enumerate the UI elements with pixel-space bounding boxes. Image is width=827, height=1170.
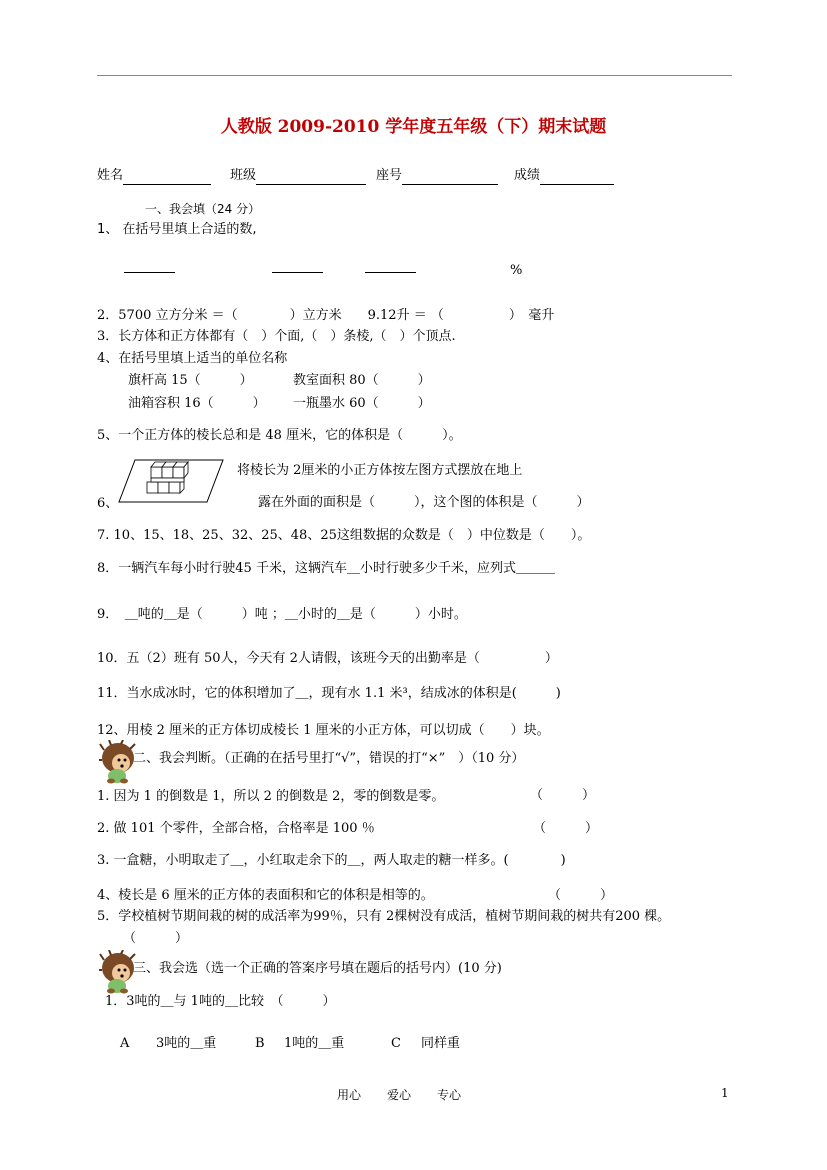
seat-field (376, 167, 498, 185)
s1-q8: 8．一辆汽车每小时行驶45 千米，这辆汽车＿小时行驶多少千米，应列式＿＿＿ (97, 561, 555, 576)
name-blank[interactable] (123, 170, 211, 185)
s3-opt-a-letter: A (120, 1036, 130, 1051)
s1-q4: 4、在括号里填上适当的单位名称 (97, 351, 288, 366)
s1-q4-c: 油箱容积 16（ ） (128, 396, 266, 411)
footer-text-1: 用心 (337, 1088, 362, 1102)
s1-q4-b: 教室面积 80（ ） (293, 373, 431, 388)
class-field (230, 167, 366, 185)
page-number: 1 (721, 1086, 729, 1100)
s1-q12: 12、用棱 2 厘米的正方体切成棱长 1 厘米的小正方体，可以切成（ ）块。 (97, 723, 550, 738)
class-label: 班级 (230, 168, 257, 183)
s2-q1-paren[interactable]: （ ） (530, 788, 596, 803)
s3-opt-a: 3吨的＿重 (156, 1036, 217, 1051)
name-label: 姓名 (97, 168, 124, 183)
s2-q3: 3. 一盒糖，小明取走了＿，小红取走余下的＿，两人取走的糖一样多。( ) (97, 853, 566, 868)
s3-opt-c: 同样重 (421, 1036, 461, 1051)
s1-q11: 11．当水成冰时，它的体积增加了＿，现有水 1.1 米³，结成冰的体积是( ) (97, 686, 561, 701)
s1-q7: 7. 10、15、18、25、32、25、48、25这组数据的众数是（ ）中位数是（ ）。 (97, 528, 591, 543)
q1-blank-3[interactable] (365, 272, 416, 273)
header-rule (97, 75, 732, 76)
s2-q1: 1. 因为 1 的倒数是 1，所以 2 的倒数是 2，零的倒数是零。 (97, 789, 445, 804)
s3-opt-b-letter: B (255, 1036, 265, 1051)
section2-header: 二、我会判断。（正确的在括号里打“√”，错误的打“×” ）（10 分） (133, 751, 525, 766)
s1-q5: 5、一个正方体的棱长总和是 48 厘米，它的体积是（ ）。 (97, 428, 462, 443)
cube-stack-figure (117, 456, 230, 506)
seat-blank[interactable] (402, 170, 498, 185)
hedgehog-icon (99, 950, 137, 994)
s1-q6-line1: 将棱长为 2厘米的小正方体按左图方式摆放在地上 (237, 463, 523, 478)
name-field (97, 167, 211, 185)
s3-opt-c-letter: C (391, 1036, 401, 1051)
s1-q10: 10．五（2）班有 50人，今天有 2人请假，该班今天的出勤率是（ ） (97, 651, 558, 666)
section3-header: 三、我会选（选一个正确的答案序号填在题后的括号内）(10 分) (133, 961, 502, 976)
s1-q9: 9． ＿吨的＿是（ ）吨 ；＿小时的＿是（ ）小时。 (97, 607, 467, 622)
s1-q6-num: 6、 (97, 496, 119, 511)
s1-q3: 3．长方体和正方体都有（ ）个面,（ ）条棱,（ ）个顶点. (97, 329, 456, 344)
s2-q5-paren[interactable]: （ ） (123, 931, 189, 946)
s1-q4-a: 旗杆高 15（ ） (128, 373, 253, 388)
footer-text-2: 爱心 (387, 1088, 412, 1102)
s2-q4: 4、棱长是 6 厘米的正方体的表面积和它的体积是相等的。 (97, 888, 434, 903)
s1-q2: 2．5700 立方分米 ＝（ ）立方米 9.12升 ＝ （ ） 毫升 (97, 308, 555, 323)
s3-q1: 1．3吨的＿与 1吨的＿比较 （ ） (105, 994, 336, 1009)
s2-q2-paren[interactable]: （ ） (533, 821, 599, 836)
s1-q1: 1、 在括号里填上合适的数, (97, 222, 257, 237)
s1-q4-d: 一瓶墨水 60（ ） (293, 396, 431, 411)
score-blank[interactable] (540, 170, 614, 185)
q1-blank-1[interactable] (124, 272, 175, 273)
page-title: 人教版 2009-2010 学年度五年级（下）期末试题 (220, 117, 607, 137)
q1-percent-sign: % (510, 263, 523, 278)
s2-q4-paren[interactable]: （ ） (548, 888, 614, 903)
score-field (514, 167, 614, 185)
s3-opt-b: 1吨的＿重 (284, 1036, 345, 1051)
score-label: 成绩 (514, 168, 541, 183)
s2-q2: 2. 做 101 个零件，全部合格，合格率是 100 ％ (97, 821, 375, 836)
s2-q5: 5．学校植树节期间栽的树的成活率为99％，只有 2棵树没有成活，植树节期间栽的树共有200 棵。 (97, 909, 671, 924)
class-blank[interactable] (256, 170, 366, 185)
section1-header: 一、我会填（24 分） (145, 202, 261, 216)
hedgehog-icon (99, 740, 137, 784)
seat-label: 座号 (376, 168, 403, 183)
footer-text-3: 专心 (437, 1088, 462, 1102)
q1-blank-2[interactable] (272, 272, 323, 273)
s1-q6-line2: 露在外面的面积是（ ），这个图的体积是（ ） (258, 495, 590, 510)
